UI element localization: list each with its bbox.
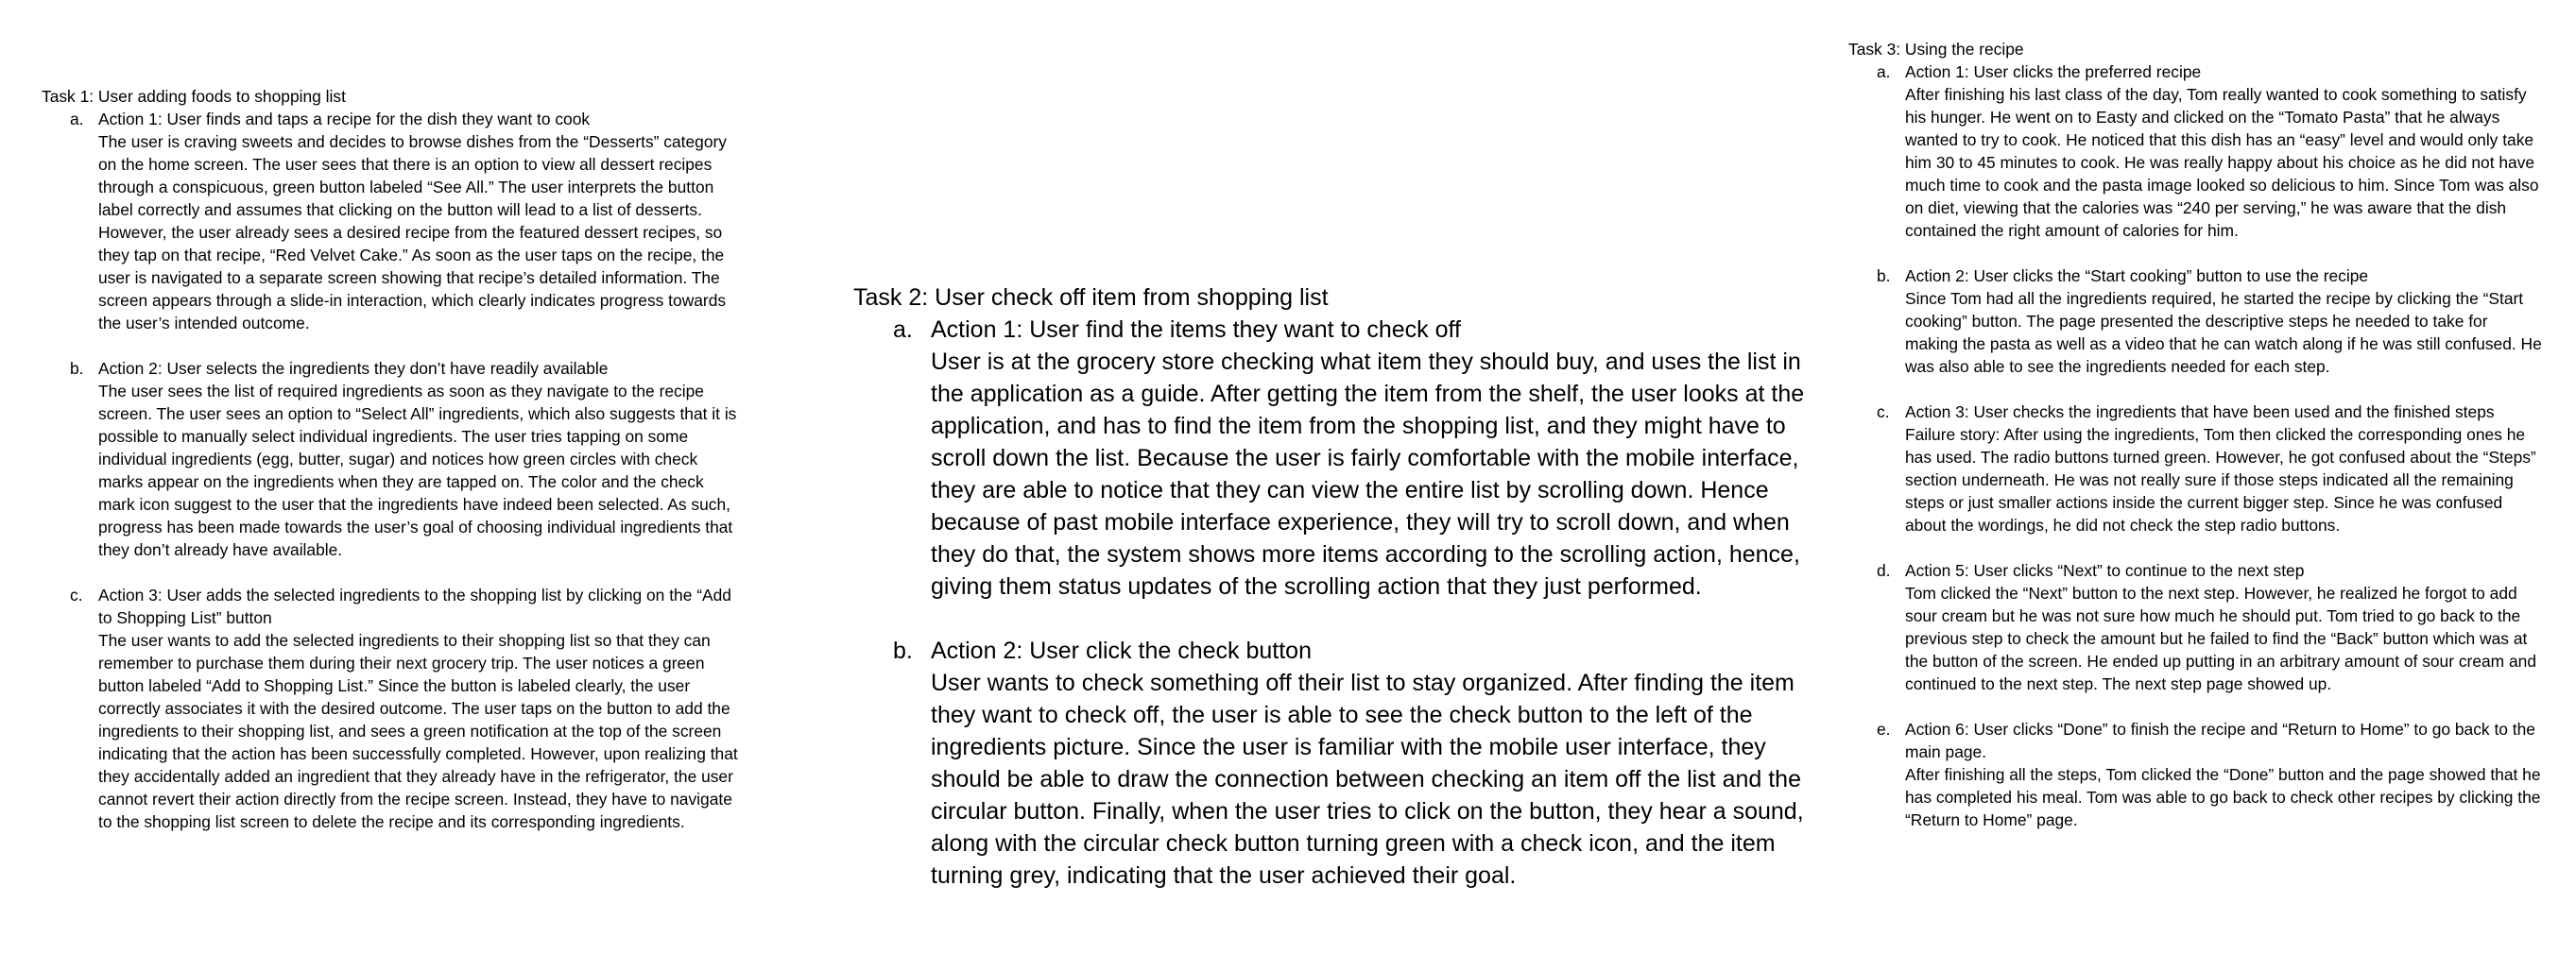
action-text: After finishing his last class of the day, Tom really wanted to cook something to satisfy his hunger. He went on to Easty and clicked on the “Tomato Pasta” that he always wanted to try to cook. He noticed that this dish has an “easy” level and would only take him 30 to 45 minutes to cook. He was really happy about his choice as he did not have much time to cook and the pasta image looked so delicious to him. Since Tom was also on diet, viewing that the calories was “240 per serving,” he was aware that the dish contained the right amount of calories for him. — [1905, 85, 2539, 240]
action-item — [853, 635, 1817, 892]
action-heading: Action 1: User finds and taps a recipe for the dish they want to cook — [98, 110, 591, 128]
list-marker: a. — [70, 110, 84, 128]
action-heading: Action 3: User checks the ingredients that have been used and the finished steps — [1905, 402, 2495, 421]
action-body — [1905, 400, 2543, 537]
action-body — [1905, 60, 2543, 242]
action-heading: Action 2: User click the check button — [931, 638, 1312, 664]
action-item — [42, 357, 741, 561]
list-marker: c. — [70, 586, 83, 605]
action-heading: Action 5: User clicks “Next” to continue to the next step — [1905, 561, 2305, 580]
action-list — [1848, 60, 2543, 831]
list-marker: a. — [893, 316, 913, 343]
action-text: The user wants to add the selected ingredients to their shopping list so that they can remember to purchase them during their next grocery trip. The user notices a green button labeled “Add to Shopping List.” Since the button is labeled clearly, the user correctly associates it with the desired outcome. The user taps on the button to add the ingredients to their shopping list, and sees a green notification at the top of the screen indicating that the action has been successfully completed. However, upon realizing that they accidentally added an ingredient that they already have in the refrigerator, the user cannot revert their action directly from the recipe screen. Instead, they have to navigate to the shopping list screen to delete the recipe and its corresponding ingredients. — [98, 631, 738, 831]
list-marker: c. — [1877, 402, 1890, 421]
action-list — [853, 314, 1817, 892]
action-text: Tom clicked the “Next” button to the next step. However, he realized he forgot to add sour cream but he was not sure how much he should put. Tom tried to go back to the previous step to check the amount but he failed to find the “Back” button which was at the button of the screen. He ended up putting in an arbitrary amount of sour cream and continued to the next step. The next step page showed up. — [1905, 584, 2537, 693]
action-heading: Action 2: User clicks the “Start cooking” button to use the recipe — [1905, 266, 2369, 285]
list-marker: e. — [1877, 720, 1891, 739]
action-body — [1905, 559, 2543, 695]
action-item — [1848, 264, 2543, 378]
action-text: Since Tom had all the ingredients required, he started the recipe by clicking the “Start cooking” button. The page presented the descriptive steps he needed to take for making the pasta as well as a video that he can watch along if he was still confused. He was also able to see the ingredients needed for each step. — [1905, 289, 2542, 376]
task-title: Task 2: User check off item from shopping list — [853, 284, 1329, 311]
list-marker: d. — [1877, 561, 1891, 580]
action-body — [98, 584, 741, 833]
list-marker: b. — [893, 638, 913, 664]
action-body — [931, 635, 1817, 892]
action-body — [98, 108, 741, 334]
task-1-section — [42, 85, 741, 833]
action-text: Failure story: After using the ingredients, Tom then clicked the corresponding ones he has used. The radio buttons turned green. However, he got confused about the “Steps” section underneath. He was not really sure if those steps indicated all the remaining steps or just smaller actions inside the current bigger step. Since he was confused about the wordings, he did not check the step radio buttons. — [1905, 425, 2536, 535]
action-text: User wants to check something off their list to stay organized. After finding the item they want to check off, the user is able to see the check button to the left of the ingredients picture. Since the user is familiar with the mobile user interface, they should be able to draw the connection between checking an item off the list and the circular button. Finally, when the user tries to click on the button, they hear a sound, along with the circular check button turning green with a check icon, and the item turning grey, indicating that the user achieved their goal. — [931, 670, 1804, 889]
task-title: Task 1: User adding foods to shopping list — [42, 87, 346, 106]
action-body — [1905, 718, 2543, 831]
action-item — [1848, 60, 2543, 242]
action-item — [1848, 718, 2543, 831]
action-body — [931, 314, 1817, 603]
action-heading: Action 2: User selects the ingredients they don’t have readily available — [98, 359, 609, 378]
action-item — [1848, 559, 2543, 695]
action-text: The user is craving sweets and decides to browse dishes from the “Desserts” category on the home screen. The user sees that there is an option to view all dessert recipes through a conspicuous, green button labeled “See All.” The user interprets the button label correctly and assumes that clicking on the button will lead to a list of desserts. However, the user already sees a desired recipe from the featured dessert recipes, so they tap on that recipe, “Red Velvet Cake.” As soon as the user taps on the recipe, the user is navigated to a separate screen showing that recipe’s detailed information. The screen appears through a slide-in interaction, which clearly indicates progress towards the user’s intended outcome. — [98, 132, 727, 332]
action-text: After finishing all the steps, Tom clicked the “Done” button and the page showed that he has completed his meal. Tom was able to go back to check other recipes by clicking the “Return to Home” page. — [1905, 765, 2541, 829]
action-item — [42, 108, 741, 334]
action-list — [42, 108, 741, 833]
action-body — [1905, 264, 2543, 378]
action-body — [98, 357, 741, 561]
action-heading: Action 3: User adds the selected ingredients to the shopping list by clicking on the “Add to Shopping List” button — [98, 586, 731, 627]
list-marker: b. — [70, 359, 84, 378]
action-heading: Action 6: User clicks “Done” to finish the recipe and “Return to Home” to go back to the main page. — [1905, 720, 2535, 761]
task-2-section — [853, 281, 1817, 892]
action-text: The user sees the list of required ingredients as soon as they navigate to the recipe screen. The user sees an option to “Select All” ingredients, which also suggests that it is possible to manually select individual ingredients. The user tries tapping on some individual ingredients (egg, butter, sugar) and notices how green circles with check marks appear on the ingredients when they are tapped on. The color and the check mark icon suggest to the user that the ingredients have indeed been selected. As such, progress has been made towards the user’s goal of choosing individual ingredients that they don’t already have available. — [98, 382, 737, 559]
task-3-section — [1848, 38, 2543, 831]
action-heading: Action 1: User find the items they want to check off — [931, 316, 1461, 343]
list-marker: a. — [1877, 62, 1891, 81]
action-text: User is at the grocery store checking what item they should buy, and uses the list in the application as a guide. After getting the item from the shelf, the user looks at the application, and has to find the item from the shopping list, and they might have to scroll down the list. Because the user is fairly comfortable with the mobile interface, they are able to notice that they can view the entire list by scrolling down. Hence because of past mobile interface experience, they will try to scroll down, and when they do that, the system shows more items according to the scrolling action, hence, giving them status updates of the scrolling action that they just performed. — [931, 349, 1805, 600]
action-heading: Action 1: User clicks the preferred recipe — [1905, 62, 2202, 81]
action-item — [1848, 400, 2543, 537]
task-title: Task 3: Using the recipe — [1848, 40, 2024, 59]
action-item — [853, 314, 1817, 603]
action-item — [42, 584, 741, 833]
list-marker: b. — [1877, 266, 1891, 285]
